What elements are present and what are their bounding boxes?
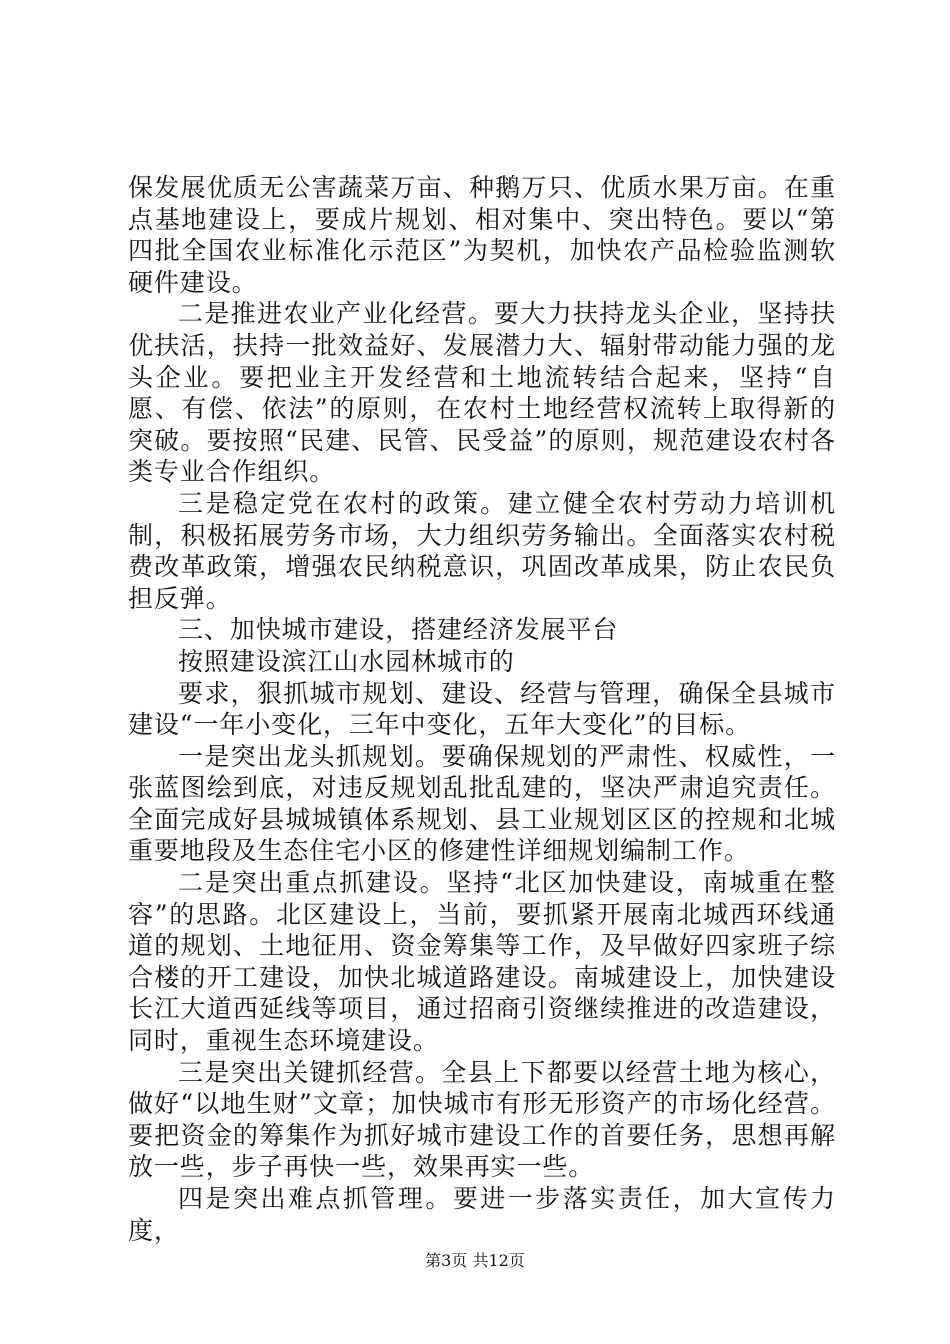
- page-total: 12: [488, 1251, 509, 1270]
- paragraph: 按照建设滨江山水园林城市的: [178, 646, 515, 676]
- paragraph: 三是稳定党在农村的政策。建立健全农村劳动力培训机制，积极拓展劳务市场，大力组织劳务输出。全面落实农村税费改革政策，增强农民纳税意识，巩固改革成果，防止农民负担反弹。: [128, 488, 836, 613]
- page-prefix: 第: [425, 1251, 442, 1270]
- page-footer: [0, 1248, 950, 1271]
- paragraph: 四是突出难点抓管理。要进一步落实责任，加大宣传力度，: [128, 1184, 836, 1245]
- paragraph: 二是推进农业产业化经营。要大力扶持龙头企业，坚持扶优扶活，扶持一批效益好、发展潜力大、辐射带动能力强的龙头企业。要把业主开发经营和土地流转结合起来，坚持“自愿、有偿、依法”的原则，在农村土地经营权流转上取得新的突破。要按照“民建、民管、民受益”的原则，规范建设农村各类专业合作组织。: [128, 299, 836, 487]
- paragraph: 二是突出重点抓建设。坚持“北区加快建设，南城重在整容”的思路。北区建设上，当前，要抓紧开展南北城西环线通道的规划、土地征用、资金筹集等工作，及早做好四家班子综合楼的开工建设，加快北城道路建设。南城建设上，加快建设长江大道西延线等项目，通过招商引资继续推进的改造建设，同时，重视生态环境建设。: [128, 868, 836, 1056]
- paragraph: 一是突出龙头抓规划。要确保规划的严肃性、权威性，一张蓝图绘到底，对违反规划乱批乱建的，坚决严肃追究责任。全面完成好县城城镇体系规划、县工业规划区区的控规和北城重要地段及生态住宅小区的修建性详细规划编制工作。: [128, 741, 836, 866]
- page-number: 3: [441, 1251, 452, 1270]
- page-mid: 页 共: [451, 1251, 489, 1270]
- paragraph: 保发展优质无公害蔬菜万亩、种鹅万只、优质水果万亩。在重点基地建设上，要成片规划、相对集中、突出特色。要以“第四批全国农业标准化示范区”为契机，加快农产品检验监测软硬件建设。: [128, 173, 836, 297]
- paragraph: 三是突出关键抓经营。全县上下都要以经营土地为核心，做好“以地生财”文章；加快城市有形无形资产的市场化经营。要把资金的筹集作为抓好城市建设工作的首要任务，思想再解放一些，步子再快一些，效果再实一些。: [128, 1057, 836, 1182]
- paragraph: 要求，狠抓城市规划、建设、经营与管理，确保全县城市建设“一年小变化，三年中变化，五年大变化”的目标。: [128, 678, 836, 740]
- page-suffix: 页: [508, 1251, 525, 1270]
- section-heading: 三、加快城市建设，搭建经济发展平台: [178, 615, 619, 645]
- document-body: [128, 172, 836, 1246]
